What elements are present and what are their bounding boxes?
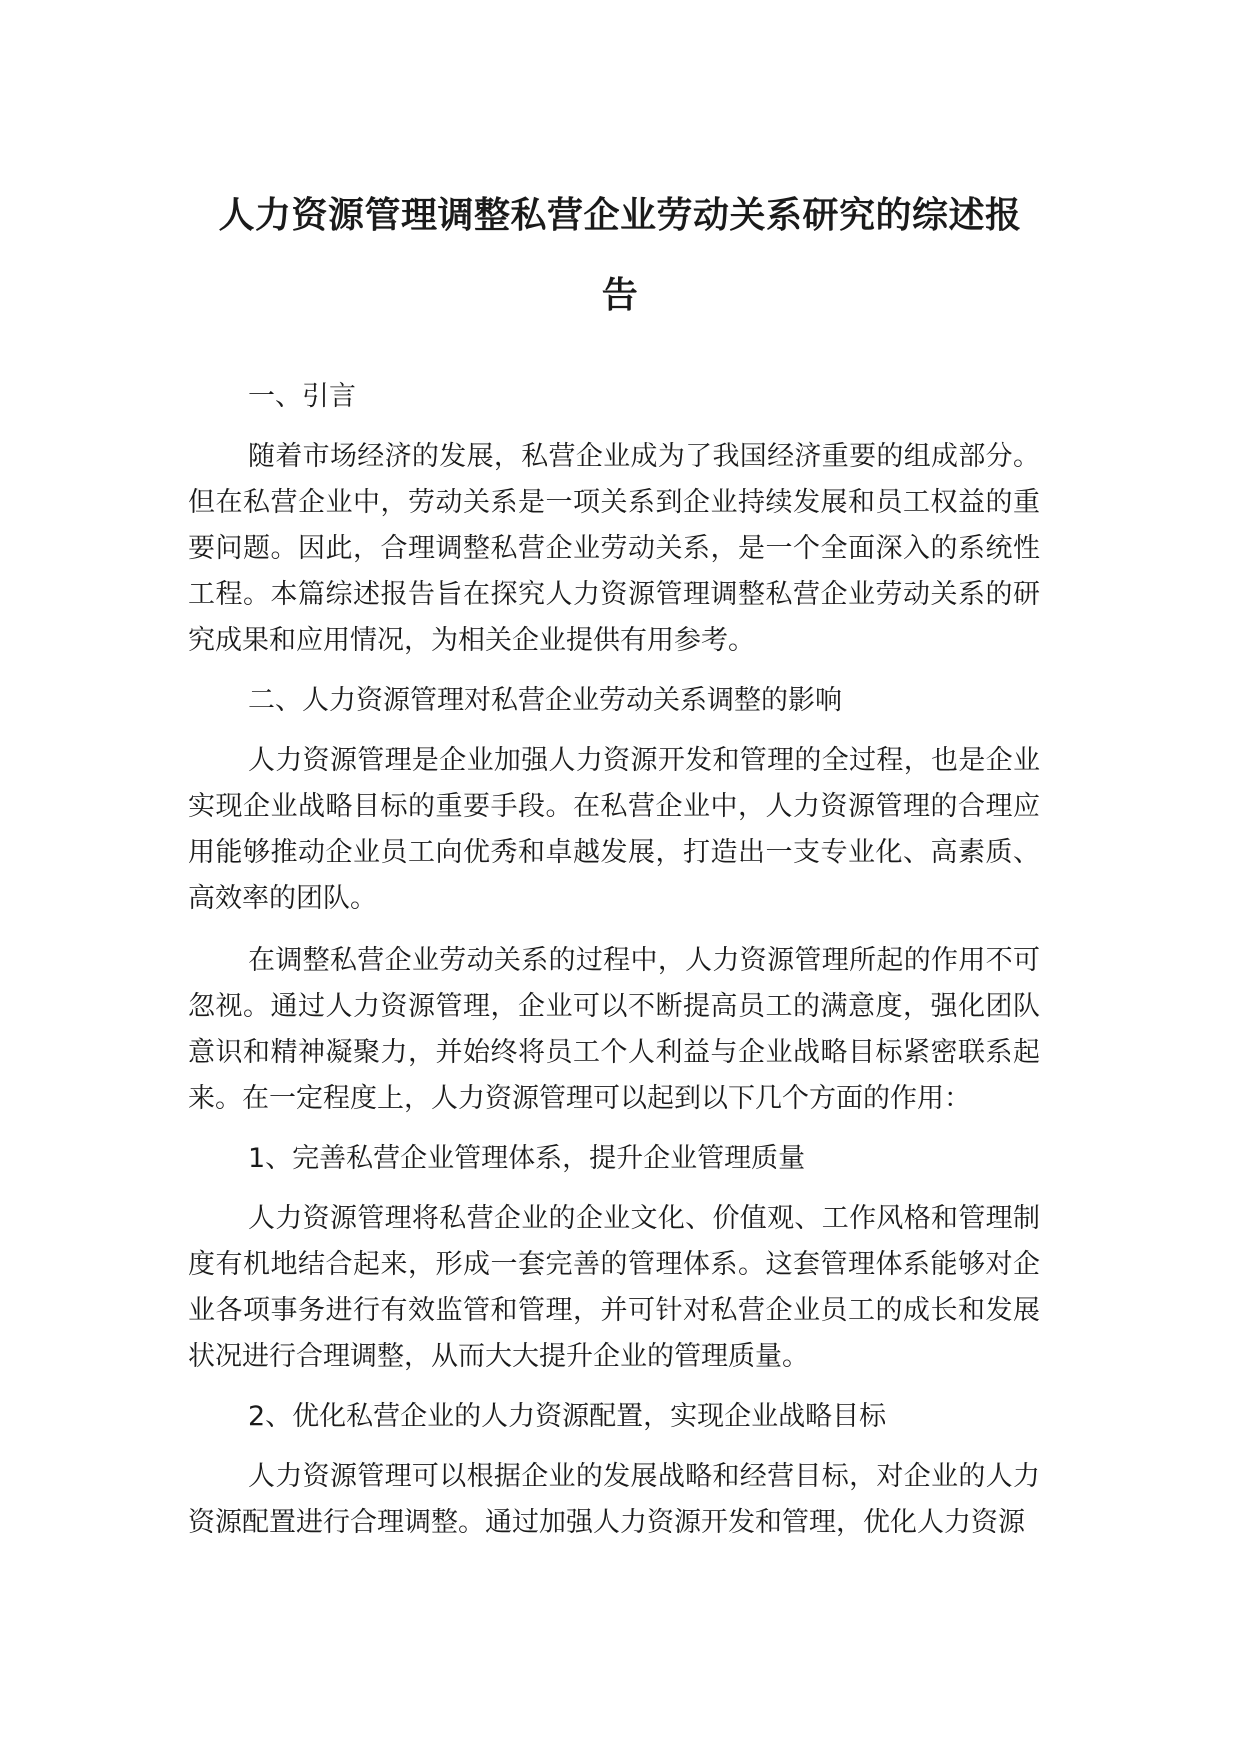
paragraph-subsection-2: 人力资源管理可以根据企业的发展战略和经营目标，对企业的人力资源配置进行合理调整。通过加强人力资源开发和管理，优化人力资源 bbox=[188, 1461, 1040, 1538]
paragraph-subsection-1: 人力资源管理将私营企业的企业文化、价值观、工作风格和管理制度有机地结合起来，形成一套完善的管理体系。这套管理体系能够对企业各项事务进行有效监管和管理，并可针对私营企业员工的成长和发展状况进行合理调整，从而大大提升企业的管理质量。 bbox=[188, 1203, 1040, 1372]
document-title bbox=[200, 176, 1040, 336]
paragraph-introduction: 随着市场经济的发展，私营企业成为了我国经济重要的组成部分。但在私营企业中，劳动关系是一项关系到企业持续发展和员工权益的重要问题。因此，合理调整私营企业劳动关系，是一个全面深入的系统性工程。本篇综述报告旨在探究人力资源管理调整私营企业劳动关系的研究成果和应用情况，为相关企业提供有用参考。 bbox=[188, 441, 1040, 656]
document-body bbox=[188, 374, 1040, 1546]
paragraph-impact-1: 人力资源管理是企业加强人力资源开发和管理的全过程，也是企业实现企业战略目标的重要手段。在私营企业中，人力资源管理的合理应用能够推动企业员工向优秀和卓越发展，打造出一支专业化、高素质、高效率的团队。 bbox=[188, 745, 1040, 914]
paragraph-impact-2: 在调整私营企业劳动关系的过程中，人力资源管理所起的作用不可忽视。通过人力资源管理，企业可以不断提高员工的满意度，强化团队意识和精神凝聚力，并始终将员工个人利益与企业战略目标紧密联系起来。在一定程度上，人力资源管理可以起到以下几个方面的作用： bbox=[188, 945, 1040, 1114]
subsection-heading-1: 1、完善私营企业管理体系，提升企业管理质量 bbox=[248, 1143, 806, 1174]
title-line-1: 人力资源管理调整私营企业劳动关系研究的综述报 bbox=[218, 195, 1022, 236]
title-line-2: 告 bbox=[601, 275, 639, 316]
subsection-heading-2: 2、优化私营企业的人力资源配置，实现企业战略目标 bbox=[248, 1401, 887, 1432]
section-heading-impact: 二、人力资源管理对私营企业劳动关系调整的影响 bbox=[248, 685, 842, 716]
section-heading-introduction: 一、引言 bbox=[248, 381, 356, 412]
